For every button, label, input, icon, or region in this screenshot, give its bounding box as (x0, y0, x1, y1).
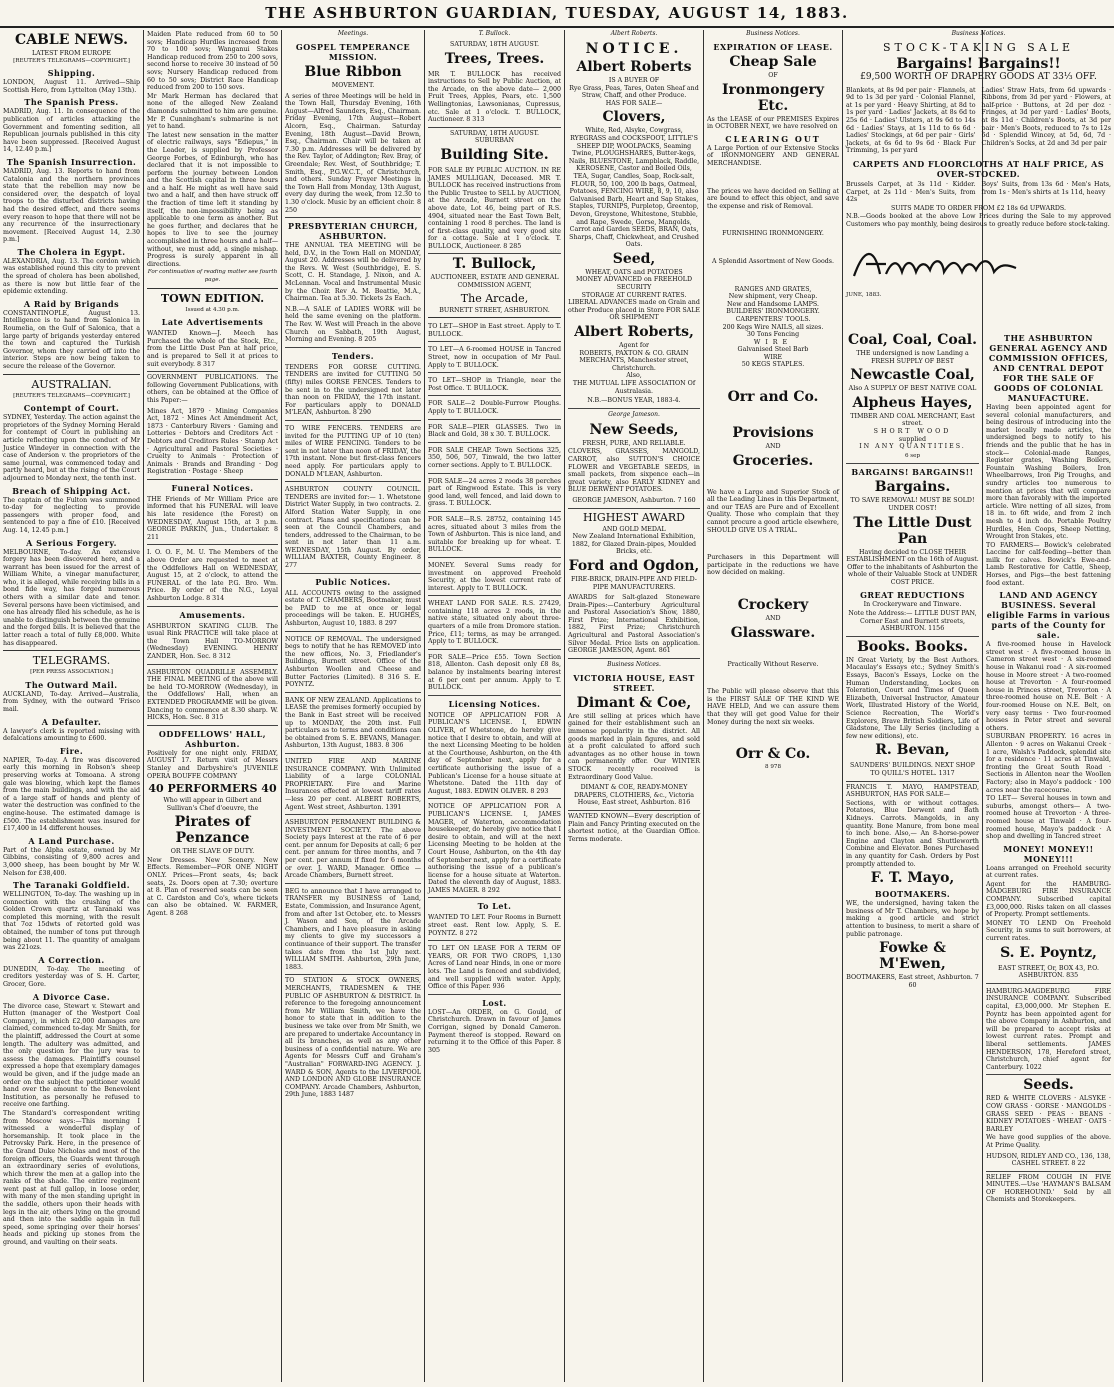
masthead-title: THE ASHBURTON GUARDIAN, TUESDAY, AUGUST 14, 1883. (265, 4, 849, 22)
cheap-sale-ad: FOR SALE CHEAP. Town Sections 325, 350, 506, 507, Tinwald, the two latter corner sections. Apply to T. BULLOCK. (428, 445, 561, 474)
also-label: Also, (626, 372, 642, 380)
books-title: Books. Books. (857, 638, 968, 655)
carpets-head: CARPETS AND FLOORCLOTHS AT HALF PRICE, AS OVER-STOCKED. (852, 158, 1105, 179)
storage: STORAGE AT CURRENT RATES. (581, 291, 687, 299)
seeds-list: RED & WHITE CLOVERS · ALSYKE · COW GRASS · GORSE · MANGOLDS · GRASS SEED · PEAS · BEANS · KIDNEY POTATOES · WHEAT · OATS · BARLEY (986, 1095, 1111, 1133)
australian-title: AUSTRALIAN. (31, 377, 112, 391)
let-shop2-ad: TO LET—SHOP in Triangle, near the Post Office. T. BULLOCK. (428, 375, 561, 396)
divorce-head: A Divorce Case. (32, 991, 111, 1002)
gorse-tender: TENDERS FOR GORSE CUTTING. TENDERS are invited for CUTTING 50 (fifty) miles GORSE FENCES. Tenders to be sent in to the undersigned not later than noon on FRIDAY, the 17th instant. For particulars apply to DONALD M'LEAN, Ashburton. 8 290 (285, 362, 421, 421)
dimant-title: Dimant & Coe, (576, 694, 692, 711)
carpet-list-left: Brussels Carpet, at 3s 11d · Kidder. Carpet, at 2s 11d · Men's Suits, from 42s (846, 180, 976, 204)
lost-ad: LOST—An ORDER, on G. Gould, of Christchurch. Drawn in favour of James Corrigan, signed by Donald Cameron. Payment thereof is stopped. Reward on returning it to the Office of this Paper. 8 305 (428, 1008, 561, 1054)
jameson-sig: GEORGE JAMESON, Ashburton. 7 160 (568, 495, 700, 509)
loans-text: Loans arranged on Freehold security at current rates. (986, 864, 1111, 880)
spain-head: The Spanish Press. (24, 97, 119, 108)
suits-label: SUITS MADE TO ORDER FROM £2 18s 6d UPWARDS. (890, 204, 1067, 212)
insurance-notice: UNITED FIRE AND MARINE INSURANCE COMPANY. With Unlimited Liability of a large COLONIAL PROPRIETARY. Fire and Marine Insurances effected at lowest tariff rates—less 20 per cent. ALBERT ROBERTS, Agent. West street, Ashburton. 1391 (285, 756, 421, 815)
money-lend-text: MONEY TO LEND On Freehold Security, in sums to suit borrowers, at current rates. (986, 919, 1111, 943)
reductions-head: GREAT REDUCTIONS (860, 589, 965, 600)
oddfellows-notice: I. O. O. F., M. U. The Members of the above Order are requested to meet at the Oddfellows Hall on WEDNESDAY, August 15, at 2 o'clock, to attend the FUNERAL of the late P.G. Bro. Wm. Price. By order of the N.G., Loyal Ashburton Lodge. 8 314 (147, 547, 278, 606)
let-house-ad: TO LET—A 6-roomed HOUSE in Tancred Street, now in occupation of Mr Paul. Apply to T. BULLOCK. (428, 344, 561, 373)
liberal-advances: LIBERAL ADVANCES made on Grain and other Produce placed in Store FOR SALE OR SHIPMENT (568, 299, 700, 322)
sale-date-2: SATURDAY, 18TH AUGUST. (450, 129, 539, 137)
council-tender: ASHBURTON COUNTY COUNCIL. TENDERS are invited for:— 1. Whetstone District Water Supply, in two contracts. 2. Alford Station Water Supply, in one contract. Plans and specifications can be seen at the Council Chambers, and tenders, addressed to the Chairman, to be sent in not later than 11 a.m. WEDNESDAY, 15th August. By order, WILLIAM BAXTER, County Engineer. 8 277 (285, 484, 421, 574)
lease-ad: TO LET ON LEASE FOR A TERM OF YEARS, OR FOR TWO CROPS, 1,130 Acres of Land near Hinds, in one or more lots. The Land is fenced and subdivided, and well supplied with water. Apply, Office of this Paper. 936 (428, 943, 561, 995)
presbyterian-head: PRESBYTERIAN CHURCH, ASHBURTON. (288, 221, 418, 242)
wanted-ad: WANTED Known—J. Meech has Purchased the whole of the Stock, Etc., from the Little Dust Pan at half price, and is prepared to Sell it at prices to suit everybody. 8 317 (147, 328, 278, 372)
plough-sale-ad: FOR SALE—2 Double-Furrow Ploughs. Apply to T. BULLOCK. (428, 398, 561, 419)
column-header-2: George Jameson. (608, 410, 660, 418)
public-notices-head: Public Notices. (315, 576, 391, 587)
cable-news-title: CABLE NEWS. (15, 32, 128, 48)
cholera-text: ALEXANDRIA, Aug. 13. The cordon which was established round this city to prevent the spread of cholera has been abolished, as there is now but little fear of the epidemic extending. (3, 257, 140, 296)
colonial-head: THE ASHBURTON GENERAL AGENCY AND COMMISSION OFFICES, AND CENTRAL DEPOT FOR THE SALE OF GOODS OF COLONIAL MANUFACTURE. (988, 333, 1109, 403)
land-head: A Land Purchase. (28, 835, 115, 846)
column-header: Business Notices. (951, 30, 1006, 37)
albert-roberts-title: Albert Roberts (576, 59, 692, 75)
govt-pub-ad: GOVERNMENT PUBLICATIONS. The following Government Publications, with others, can be obtained at the Office of this Paper:— (147, 374, 278, 404)
burnett-street: BURNETT STREET, ASHBURTON. (439, 306, 550, 314)
printing-ad: WANTED KNOWN—Every description of Plain and Fancy Printing executed on the shortest notice, at the Guardian Office. Terms moderate. (568, 812, 700, 843)
column-header: T. Bullock. (478, 30, 511, 37)
seeds-title: Seeds. (1023, 1077, 1074, 1094)
saunders-label: SAUNDERS' BUILDINGS. NEXT SHOP TO QUILL'S HOTEL. 1317 (846, 760, 979, 781)
column-4 (425, 30, 564, 1380)
clearing-text: A Large Portion of our Extensive Stocks of IRONMONGERY AND GENERAL MERCHANDISE. (707, 144, 839, 167)
tools-label: CARPENTERS' TOOLS. (735, 315, 811, 323)
pier-sale-ad: FOR SALE—PIER GLASSES. Two in Black and Gold, 38 x 30. T. BULLOCK. (428, 422, 561, 443)
divider (147, 288, 278, 289)
divider (3, 650, 140, 651)
electric-text: The latest new sensation in the matter of electric railways, says "Ediepus," in the Leader, is supplied by Professor George Forbes, of Edinburgh, who has declared that it is not impossible to perform the journey between London and the Scottish capital in three hours and a half. He might as well have said two and a half, and then have struck off the fraction of time left it standing by itself, the non-impossibility being as applicable to one term as another. But he goes further, and declares that he hopes to live to see the journey accomplished in three hours and a half—without, we must add, a single mishap. Progress is surely apparent in all directions. (147, 131, 278, 268)
seeds-note: We have good supplies of the above. At Prime Quality. (986, 1134, 1111, 1149)
land-agency-head: LAND AND AGENCY BUSINESS. Several eligible Farms in various parts of the County for sale. (986, 590, 1111, 641)
colonial-text: Having been appointed agent for several colonial manufacturers, and being desirous of introducing into the market locally made articles, the undersigned begs to notify to his friends and the public that he has in stock— Colonial-made Ranges, Register grates, Washing Boilers, Fountain Washing Boilers, Iron Wheelbarrows, Iron Pig Troughs, and sundry articles too numerous to mention at prices that will compare more than favorably with the imported article. Wire netting of all sizes, from 18 in. to 6ft wide, and from 2 inch mesh to 4 inch do. Portable Poultry Hurdles, Hen Coops, Sheep Netting, Wrought Iron Stakes, etc. (986, 404, 1111, 541)
highest-award: HIGHEST AWARD (582, 510, 686, 524)
quantities-label: IN ANY QUANTITIES. (859, 443, 966, 451)
australian-credit: [REUTER'S TELEGRAMS—COPYRIGHT.] (13, 392, 130, 399)
groceries-text: We have a Large and Superior Stock of all the Leading Lines in this Department, and our TEAS are Pure and of Excellent Quality. Those who complain that they cannot procure a good article elsewhere, SHOULD GIVE US A TRIAL. (707, 488, 839, 534)
farmers-text: TO FARMERS— Bowick's celebrated Laccine for calf-feeding—better than milk for calves. Bowick's Ewe-and-Lamb Restorative for Cattle, Sheep, Horses, and Pigs—the best fattening food extant. (986, 541, 1111, 587)
telegrams-credit: [PER PRESS ASSOCIATION.] (30, 669, 113, 676)
barb-label: Galvanised Steel Barb (737, 346, 809, 354)
bargains-title: Bargains! Bargains!! (896, 56, 1061, 72)
hall-title: ODDFELLOWS' HALL, Ashburton. (158, 728, 267, 749)
bonus-year: N.B.—BONUS YEAR, 1883-4. (568, 395, 700, 409)
expiration-head: EXPIRATION OF LEASE. (713, 42, 833, 52)
builders-label: BUILDERS' IRONMONGERY. (726, 308, 820, 316)
dimant-sig: DIMANT & COE, READY-MONEY DRAPERS, CLOTHIERS, &c., Victoria House, East street, Ashburton. 816 (568, 782, 700, 811)
hamburg2-text: HAMBURG-MAGDEBURG FIRE INSURANCE COMPANY. Subscribed capital, £3,000,000. Mr Stephen E. Poyntz has been appointed agent for the above Company in Ashburton, and will be prepared to accept risks at lowest current rates. Prompt and liberal settlements. JAMES HENDERSON, 178, Hereford street, Christchurch, chief agent for Canterbury. 1022 (986, 986, 1111, 1076)
skating-ad: ASHBURTON SKATING CLUB. The usual Rink PRACTICE will take place at the Town Hall TO-MORROW (Wednesday) EVENING. HENRY ZANDER, Hon. Sec. 8 312 (147, 621, 278, 665)
defaulter-text: A lawyer's clerk is reported missing with defalcations amounting to £600. (3, 727, 140, 743)
removal-notice: NOTICE OF REMOVAL. The undersigned begs to notify that he has REMOVED into the new offices, No. 3, Friedlander's Buildings, Burnett street. Office of the Ashburton Woollen and Cheese and Butter Factories (Limited). 8 316 S. E. POYNTZ. (285, 634, 421, 693)
stock-owners-notice: TO STATION & STOCK OWNERS, MERCHANTS, TRADESMEN & THE PUBLIC OF ASHBURTON & DISTRICT. In reference to the foregoing announcement from Mr William Smith, we have the honor to state that in addition to the business we take over from Mr Smith, we are prepared to undertake Accountancy in all its branches, as well as any other business of a confidential nature. We are Agents for Messrs Cuff and Graham's "Australian" FORWARD-ING AGENCY. J. WARD & SON, Agents to the LIVERPOOL AND LONDON AND GLOBE INSURANCE COMPANY. Arcade Chambers, Ashburton, 29th June, 1883 1487 (285, 977, 421, 1099)
shipping-text: LONDON, August 11. Arrived—Ship Scottish Hero, from Lyttelton (May 13th). (3, 79, 140, 94)
telegrams-title: TELEGRAMS. (32, 654, 111, 668)
supplied-label: supplied (898, 435, 927, 443)
forgery-head: A Serious Forgery. (26, 537, 117, 548)
june-label: JUNE, 1883. (846, 292, 882, 299)
licensing-head: Licensing Notices. (448, 698, 541, 709)
transfer-notice: BEG to announce that I have arranged to TRANSFER my BUSINESS of Land, Estate, Commission, and Insurance Agent, from and after 1st October, etc. to Messrs J. Wason and Son, of the Arcade Chambers, and I have pleasure in asking my clients to give my successors a continuance of their support. The transfer takes date from the 1st July next. WILLIAM SMITH. Ashburton, 29th June, 1883. (285, 886, 421, 976)
nb-text: N.B.—Goods booked at the above Low Prices during the Sale to my approved Customers who pay monthly, being desirous to greatly reduce before stock-taking. (846, 213, 1111, 228)
gospel-head: GOSPEL TEMPERANCE MISSION. (295, 42, 411, 62)
goldfield-head: The Taranaki Goldfield. (12, 880, 131, 891)
column-3 (282, 30, 424, 1380)
dust-pan-address: Note the Address:— LITTLE DUST PAN, Corner East and Burnett streets, ASHBURTON. 1156 (846, 608, 979, 637)
auctioneer-label: AUCTIONEER, ESTATE AND GENERAL COMMISSION AGENT, (430, 274, 559, 290)
breach-head: Breach of Shipping Act. (12, 485, 131, 496)
albert-roberts-2: Albert Roberts, (574, 324, 694, 341)
let-shop-ad: TO LET—SHOP in East street. Apply to T. BULLOCK. (428, 321, 561, 342)
gold-medal: AND GOLD MEDAL (602, 525, 666, 533)
carpet-lists (846, 180, 1111, 205)
land-text: Part of the Alpha estate, owned by Mr Gibbins, consisting of 9,800 acres and 3,000 sheep, has been bought by Mr W. Nelson for £38,400. (3, 846, 140, 877)
fire-text: NAPIER, To-day. A fire was discovered early this morning in Robson's sheep preserving works at Tomoana. A strong gale was blowing, which kept the flames from the main buildings, and with the aid of a large staff of hands and plenty of water the destruction was confined to the engine-house. The estimated damage is £500. The establishment was insured for £17,400 in 14 different houses. (3, 756, 140, 833)
mayo-text: Sections, with or without cottages. Potatoes, Blue Derwent and Bath Kidneys. Carrots. Mangolds, in any quantity. Bone Manure, from bone meal to inch bone. Also,— An 8-horse-power Engine and Clayton and Shuttleworth Combine and Elevator. Bones Purchased in any quantity for Cash. Orders by Post promptly attended to. (846, 799, 979, 868)
insurrection-head: The Spanish Insurrection. (6, 156, 137, 167)
glassware-title: Glassware. (730, 624, 816, 641)
divider (428, 317, 561, 318)
final-sale-ad: FOR SALE—Price £55. Town Section 818, Allenton. Cash deposit only £8 8s, balance by instalments bearing interest at 6 per cent per annum. Apply to T. BULLOCK. (428, 652, 561, 696)
mail-head: The Outward Mail. (25, 679, 118, 690)
coal-title: Coal, Coal, Coal. (848, 332, 977, 348)
clearing-out: CLEARING OUT (725, 133, 821, 144)
cheap-sale-title: Cheap Sale (729, 54, 817, 70)
continuation-note: For continuation of reading matter see fourth page. (147, 269, 278, 283)
bargains-head: BARGAINS! BARGAINS!! (851, 467, 974, 478)
court-head: Contempt of Court. (23, 403, 120, 414)
dust-pan-title: The Little Dust Pan (853, 514, 972, 547)
orr-title: Orr and Co. (727, 389, 819, 406)
bank-notice: BANK OF NEW ZEALAND. Applications to LEASE the premises formerly occupied by the Bank in East street will be received up to MONDAY, the 20th inst. Full particulars as to terms and conditions can be obtained from S. E. BEVANS, Manager. Ashburton, 13th August, 1883. 8 306 (285, 695, 421, 754)
presbyterian-text: THE ANNUAL TEA MEETING will be held, D.V., in the Town Hall on MONDAY, August 20. Addresses will be delivered by the Revs. W. West (Southbridge), E. S. Scott, C. H. Standage, J. Nixon, and A. McLennan. Vocal and Instrumental Music by the Choir. Rev A. M. Beattie, M.A., Chairman. Tea at 5.30. Tickets 2s Each. (285, 242, 421, 303)
mail-text: AUCKLAND, To-day. Arrived—Australia, from Sydney, with the outward 'Frisco mail. (3, 690, 140, 713)
wire-label-2: WIRE (763, 353, 783, 361)
license-notice-1: NOTICE OF APPLICATION FOR A PUBLICAN'S LICENSE. I, EDWIN OLIVER, of Whetstone, do hereby give notice that I desire to obtain, and will at the next Licensing Meeting to be holden at the Courthouse, Ashburton, on the 4th day of September next, apply for a certificate authorising the issue of a Publican's License for a house situate at Whetstone. Dated the 11th day of August, 1883. EDWIN OLIVER. 8 293 (428, 710, 561, 800)
bootmakers-address: BOOTMAKERS, East street, Ashburton. 7 60 (846, 974, 979, 989)
quadrille-ad: ASHBURTON QUADRILLE ASSEMBLY. THE FINAL MEETING of the above will be held TO-MORROW (Wednesday), in the Oddfellows' Hall, when an EXTENDED PROGRAMME will be given. Dancing to commence at 8.30 sharp. W. HICKS, Hon. Sec. 8 315 (147, 667, 278, 726)
license-notice-2: NOTICE OF APPLICATION FOR A PUBLICAN'S LICENSE. I, JAMES MAGER, of Waterton, accommodation housekeeper, do hereby give notice that I desire to obtain, and will at the next Licensing Meeting to be holden at the Court House, Ashburton, on the 4th day of September next, apply for a certificate authorising the issue of a publican's license for a house situate at Waterton. Dated the eleventh day of August, 1883. JAMES MAGER. 8 292 (428, 801, 561, 898)
rs-sale-ad: FOR SALE—R.S. 28752, containing 145 acres, situated about 3 miles from the Town of Ashburton. This is nice land, and suitable for breaking up for wheat. T. BULLOCK. (428, 514, 561, 558)
movement-label: MOVEMENT. (331, 82, 375, 89)
furnishing-label: FURNISHING IRONMONGERY. (722, 230, 824, 238)
court-text: SYDNEY, Yesterday. The action against the proprietors of the Sydney Morning Herald for contempt of Court in publishing an article reflecting upon the conduct of Mr Justice Windeyer in connection with the case of Anderson v. the proprietors of the same journal, was commenced today and partly heard, but at the rising of the Court adjourned to Monday next, the tenth inst. (3, 414, 140, 482)
racing-text: Maiden Plate reduced from 60 to 50 sovs; Handicap Hurdles increased from 70 to 100 sovs; Wanganui Stakes Handicap reduced from 250 to 200 sovs, second horse to receive 30 instead of 50 sovs; Nursery Handicap reduced from 60 to 50 sovs; District Race Handicap reduced from 200 to 150 sovs. (147, 31, 278, 92)
removal-label: TO SAVE REMOVAL! MUST BE SOLD! UNDER COST! (850, 497, 975, 512)
agents-list: ROBERTS, PAXTON & CO. GRAIN MERCHANTS, Manchester street, Christchurch. (579, 349, 689, 372)
edition-time: Issued at 4.30 p.m. (185, 306, 240, 313)
ford-sub: FIRE-BRICK, DRAIN-PIPE AND FIELD-PIPE MANUFACTURERS. (571, 575, 697, 591)
native-coal: Also A SUPPLY OF BEST NATIVE COAL (848, 385, 977, 393)
column-7 (843, 330, 982, 1380)
cable-credit: [REUTER'S TELEGRAMS—COPYRIGHT.] (13, 57, 130, 64)
column-6 (704, 30, 842, 1380)
spain-text: MADRID, Aug. 11. In consequence of the publication of articles attacking the Government and fomenting sedition, all Republican journals published in this city have been suppressed. [Received August 14, 12.40 p.m.] (3, 108, 140, 154)
column-header: Meetings. (337, 30, 369, 37)
money-advanced: MONEY ADVANCED on FREEHOLD SECURITY (575, 276, 693, 292)
bargains-sub: Bargains. (874, 479, 951, 496)
orr-co-title: Orr & Co. (735, 746, 811, 763)
herman-text: Mr Mark Herman has declared that none of the alleged New Zealand diamonds submitted to him are genuine. Mr P. Cunningham's submarine is not yet to hand. (147, 92, 278, 131)
sale-date: SATURDAY, 18TH AUGUST. (450, 41, 539, 48)
ford-ogdon-title: Ford and Ogdon, (568, 557, 700, 574)
cholera-head: The Cholera in Egypt. (17, 246, 126, 257)
prices-text: The prices we have decided on Selling at are bound to effect this object, and save the expense and risk of Removal. (707, 187, 839, 210)
suburban-label: SUBURBAN (475, 137, 514, 145)
town-edition-title: TOWN EDITION. (160, 291, 265, 305)
accounts-notice: ALL ACCOUNTS owing to the assigned estate of T. CHAMBERS, Bootmaker, must be PAID to me at once or legal proceedings will be taken. E. HUGHES, Ashburton, August 10, 1883. 8 297 (285, 588, 421, 632)
bootmakers-text: WE, the undersigned, having taken the business of Mr T. Chambers, we hope by making a good article and strict attention to business, to merit a share of public patronage. (846, 900, 979, 938)
insurrection-text: MADRID, Aug. 13. Reports to hand from Catalonia and the northern provinces state that the rebellion may now be considered over, the despatch of loyal troops to the disturbed districts having had the desired effect, and there seems every reason to hope that there will not be any recurrence of the insurrectionary movement. [Received August 14, 2.30 p.m.] (3, 167, 140, 244)
column-header: Albert Roberts. (610, 30, 658, 37)
fire-head: Fire. (59, 745, 84, 756)
column-header-3: Business Notices. (607, 660, 661, 668)
ranges-label: RANGES AND GRATES, (734, 285, 812, 293)
of-label: OF (768, 72, 778, 79)
standard-text: The Standard's correspondent writing from Moscow says:—This morning I witnessed a wonderful display of horsemanship. It took place in the Petrovsky Park. Here, in the presence of the Grand Duke Nicholas and most of the foreign officers, the Guards went through an extraordinary series of evolutions, which threw the men at a gallop into the ranks of the shade. The entire regiment went past at full gallop, in loose order, with many of the men standing upright in the saddle, others upon their heads with legs in the air, others lying on the ground and then into the saddle again in full speed, some springing over their horses' heads and picking up stones from the ground, and vaulting on their seats. (3, 1109, 140, 1247)
crockery-label: In Crockeryware and Tinware. (863, 600, 962, 608)
newcastle-title: Newcastle Coal, (850, 367, 975, 384)
to-let-list: TO LET— Several houses in town and suburbs, amongst others— A two-roomed house at Trevorton · A three-roomed house at Tinwald · A four-roomed house, Mayo's paddock · A shop and dwelling in Tancred street (986, 795, 1111, 841)
sale-text: N.B.—A SALE of LADIES WORK will be held the same evening on the platform. The Rev. W. West will Preach in the above Church on Sabbath, 19th August, Morning and Evening. 8 205 (285, 304, 421, 348)
crockery-title: Crockery (737, 597, 809, 613)
tenders-head: Tenders. (331, 350, 375, 361)
goldfield-text: WELLINGTON, To-day. The washing up in connection with the crushing of the Golden Crown quartz at Taranaki was completed this morning, with the result that 7oz 15dwts of retorted gold was obtained, the number of tons put through being about 11. The quantity of amalgam was 221ozs. (3, 891, 140, 952)
price-list-right: Ladies' Straw Hats, from 6d upwards · Ribbons, from 3d per yard · Flowers, at half-price · Buttons, at 2d per doz · Fringes, at 3d per yard · Ladies' Boots, at 8s 11d · Children's Boots, at 3d per pair · Men's Boots, reduced to 7s to 12s 6d · Splendid Wincey, at 5d, 6d, 7d · Children's Socks, at 2d and 3d per pair (981, 86, 1111, 147)
funeral-ad: THE Friends of Mr William Price are informed that his FUNERAL will leave his late residence (the Forest) on WEDNESDAY, August 15th, at 3 p.m. GEORGE PARKIN, Jun., Undertaker. 8 211 (147, 494, 278, 546)
buy-list: Rye Grass, Peas, Tares, Oaten Sheaf and Straw, Chaff, and other Produce. (569, 84, 699, 100)
price-lists (846, 86, 1111, 156)
victoria-house: VICTORIA HOUSE, EAST STREET. (573, 672, 695, 693)
ad-number: 8 978 (764, 764, 781, 771)
bootmakers-head: BOOTMAKERS. (874, 889, 951, 900)
groceries-title: Groceries. (732, 452, 814, 469)
amount-label: £9,500 WORTH OF DRAPERY GOODS AT 33⅓ OFF. (860, 72, 1097, 82)
practically-label: Practically Without Reserve. (727, 660, 819, 668)
and-label-2: AND (765, 615, 781, 622)
to-let-head: To Let. (477, 901, 512, 912)
cable-subtitle: LATEST FROM EUROPE (31, 50, 112, 57)
hamburg-text: Agent for the HAMBURG-MADGEBURG FIRE INSURANCE COMPANY. Subscribed capital £3,000,000. Risks taken on all classes of Property. Prompt settlements. (986, 880, 1111, 919)
acres-sale-ad: FOR SALE—24 acres 2 roods 38 perches part of Ringwood Estate. This is very good land, well fenced, and laid down to grass. T. BULLOCK. (428, 476, 561, 512)
shipping-head: Shipping. (47, 68, 96, 79)
trees-text: MR T. BULLOCK has received instructions to Sell by Public Auction, at the Arcade, on the above date— 2,000 Fruit Trees, Apples, Pears, etc. 1,500 Wellingtonias, Lawsonianas, Cupressus, etc. Sale at 1 o'clock. T. BULLOCK, Auctioneer. 8 313 (428, 69, 561, 128)
purchasers-text: Purchasers in this Department will participate in the reductions we have now decided on making. (707, 554, 839, 577)
hudson-sig: HUDSON, RIDLEY AND CO., 136, 138, CASHEL STREET. 8 22 (986, 1151, 1111, 1172)
lost-head: Lost. (482, 997, 507, 1008)
nails-label: 200 Kegs Wire NAILS, all sizes. (722, 323, 824, 331)
wanted-let-ad: WANTED TO LET. Four Rooms in Burnett street east. Rent low. Apply, S. E. POYNTZ. 8 272 (428, 912, 561, 941)
fresh-label: FRESH, PURE, AND RELIABLE. (582, 439, 686, 447)
defaulter-head: A Defaulter. (41, 716, 102, 727)
brigands-head: A Raid by Brigands (23, 298, 120, 309)
new-seeds-title: New Seeds, (589, 421, 679, 438)
poyntz-address: EAST STREET, Or, BOX 43, P.O. ASHBURTON. 835 (986, 963, 1111, 984)
pirates-title: Pirates of Penzance (174, 814, 251, 847)
blue-ribbon-text: A series of three Meetings will be held in the Town Hall, Thursday Evening, 16th August—Alfred Saunders, Esq., Chairman. Friday Evening, 17th August—Robert Alcorn, Esq., Chairman. Saturday Evening, 18th August—David Brown, Esq., Chairman. Chair will be taken at 7.30 p.m. Addresses will be delivered by the Rev. Taylor, of Addington; Rev. Bray, of Greendale; Rev. West, of Southbridge; T. Smith, Esq., P.G.W.C.T., of Christchurch, and others. Sunday Prayer Meetings in the Town Hall from Monday, 13th August, every day during the week, from 12.30 to 1.30 o'clock. Music by an efficient choir. 8 250 (285, 91, 421, 219)
pirates-text: New Dresses. New Scenery. New Effects. Remember—FOR ONE NIGHT ONLY. Prices—Front seats, 4s; back seats, 2s. Doors open at 7.30; overture at 8. Plan of reserved seats can be seen at C. Cardston and Co's, where tickets can also be obtained. W. FARMER, Agent. 8 268 (147, 856, 278, 918)
publication-list: Mines Act, 1879 · Mining Companies Act, 1872 · Mines Act Amendment Act, 1873 · Canterbury Rivers · Gaming and Lotteries · Debtors and Creditors Act · Debtors and Creditors Rules · Stamp Act · Agricultural and Pastoral Societies · Cruelty to Animals · Protection of Animals · Brands and Branding · Dog Registration · Postage · Sheep (147, 406, 278, 480)
clover-list: White, Red, Alsyke, Cowgrass, RYEGRASS and COCKSFOOT, LITTLE'S SHEEP DIP, WOOLPACKS, Seaming Twine, PLOUGHSHARES, Butter-kegs, Nails, BLUESTONE, Lampblack, Raddle, KEROSENE, Castor and Boiled Oils, TEA, Sugar, Candles, Soap, Rock-salt, FLOUR, 50, 100, 200 lb bags, Oatmeal, Potatoes, FENCING WIRE, 8, 9, 10, also Galvanised Barb, Heart and Sap Stakes, Staples, TURNIPS, Purpletop, Greentop, Devon, Greystone, Whitestone, Stubble, and Rape, Swede, Gorse, Mangolds, Carrot and Garden SEEDS, BRAN, Oats, Sharps, Chaff, Chickwheat, and Crushed Oats. (568, 127, 700, 249)
bevan-title: R. Bevan, (875, 742, 950, 759)
wheat-land-ad: WHEAT LAND FOR SALE. R.S. 27429, containing 118 acres 2 roods, in the native state, situated only about three-quarters of a mile from Dromore station. Price, £11; terms, as may be arranged. Apply to T. BULLOCK. (428, 598, 561, 650)
dimant-text: Are still selling at prices which have gained for their establishment such an immense popularity in the district. All goods marked in plain figures, and sold at a profit calculated to afford such advantages as no other house in town can permanently offer. Our WINTER STOCK recently received is Extraordinary Good Value. (568, 712, 700, 781)
column-8 (983, 330, 1114, 1380)
brigands-text: CONSTANTINOPLE, August 13. Intelligence is to hand from Salonica in Roumelia, on the Gulf of Salonica, that a large party of brigands yesterday entered the town and captured the Turkish Governor, whom they carried off into the interior. Steps are now being taken to secure the release of the Governor. (3, 309, 140, 370)
books-text: IN Great Variety, by the Best Authors. Macaulay's Essays etc.; Sydney Smith's Essays, Bacon's Essays, Locke on the Human Understanding, Lockes on Toleration, Court and Times of Queen Elizabeth, Universal Instructor, Amateur Work, Illustrated History of the World, Science Recreation, The World's Explorers, Brave British Soldiers, Life of Gladstone, The Lily Series (including a few new editions), etc. (846, 656, 979, 740)
performers-count: 40 PERFORMERS 40 (148, 782, 277, 796)
dust-pan-text: Having decided to CLOSE THEIR ESTABLISHMENT on the 16th of August. Offer to the inhabitants of Ashburton the whole of their Valuable Stock at UNDER COST PRICE. (846, 548, 979, 586)
carpet-list-right: Boys' Suits, from 13s 6d · Men's Hats, from 1s · Men's shirts at 1s 11d, heavy (981, 180, 1111, 196)
masthead (0, 0, 1114, 28)
price-list-left: Blankets, at 8s 9d per pair · Flannels, at 9d to 1s 3d per yard · Colonial Flannel, at 1s per yard · Heavy Shirting, at 8d to 1s per yard · Ladies' Jackets, at 8s 6d to 25s 6d · Ladies' Ulsters, at 9s 6d to 14s 6d · Ladies' Stays, at 1s 11d to 6s 6d · Ladies' Stockings, at 6d per pair · Girls' Jackets, at 6s 6d to 9s 6d · Black Fur Trimming, 1s per yard (846, 86, 976, 155)
building-site-title: Building Site. (440, 146, 549, 163)
lease-text: As the LEASE of our PREMISES Expires in OCTOBER NEXT, we have resolved on (707, 115, 839, 131)
divider (3, 374, 140, 375)
andrew-orr-signature (846, 238, 1026, 286)
lamps-label: New and Handsome LAMPS. (726, 300, 820, 308)
agent-for: Agent for (618, 342, 650, 350)
hall-text: Positively for one night only. FRIDAY, AUGUST 17. Return visit of Messrs Stanley and Darbyshire's JUVENILE OPERA BOUFFE COMPANY (147, 749, 278, 780)
money-ad: MONEY. Several Sums ready for investment on approved Freehold Security, at the lowest current rate of interest. Apply to T. BULLOCK. (428, 560, 561, 596)
correction-head: A Correction. (38, 954, 105, 965)
provisions-title: Provisions (732, 425, 814, 442)
buyer-label: IS A BUYER OF (608, 77, 660, 84)
forgery-text: MELBOURNE, To-day. An extensive forgery has been discovered here, and a warrant has been issued for the arrest of William White, a vinegar manufacturer, who, it is alleged, while receiving bills in a bond fide way, has forged numerous others with a similar date and tenor. Several persons have been victimised, and one has already filed his schedule, as he is unable to distinguish between the genuine and the forged bills. It is believed that the latter reach a total of fully £8,000. White has disappeared. (3, 548, 140, 647)
column-7-top (843, 30, 1114, 330)
suburban-property: SUBURBAN PROPERTY. 16 acres in Allenton · 9 acres on Wakanui Creek · 1 acre, Walsh's Paddock, splendid site for a residence · 11 acres at Tinwald, fronting the Great South Road · Sections in Allenton near the Woollen Factory; also in Mayo's paddock · 100 acres near the racecourse. (986, 733, 1111, 794)
building-site-text: FOR SALE BY PUBLIC AUCTION. IN RE JAMES MULLIGAN, Deceased. MR T. BULLOCK has received instructions from the Public Trustee to SELL by AUCTION, at the Arcade, Burnett street on the above date, Lot 46, being part of R.S. 4904, situated near the East Town Belt, containing 1 rood 8 perches. The land is of first-class quality, and very good site for a cottage. Sale at 1 o'clock. T. BULLOCK, Auctioneer. 8 285 (428, 165, 561, 255)
ad-number: 6 sep (846, 451, 979, 465)
money-head: MONEY! MONEY!! MONEY!!! (1003, 843, 1094, 864)
divorce-text: The divorce case, Stewart v. Stewart and Hutton (manager of the Westport Coal Company), in which £2,000 damages are claimed, commenced to-day. Mr Smith, for the plaintiff, addressed the Court at some length. The adultery was admitted, and the only question for the jury was to assess the damages. Plaintiff's counsel expressed a hope that exemplary damages would be given, and if the judge made an order on the subject the petitioner would hand over the amount to the Benevolent Institution, as personally he refused to receive one farthing. (3, 1002, 140, 1109)
for-sale-list: A five-roomed house in Havelock street west · A five-roomed house in Cameron street west · A six-roomed house in Wakanui road · A six-roomed house in Moore street · A two-roomed house at Trevorton · A four-roomed house in Princes street, Trevorton · A three-roomed house on N.E. Belt · A four-roomed House on N.E. Belt, on very easy terms · Two four-roomed houses in Peter street and several others. (986, 641, 1111, 732)
coal-text: THE undersigned is now Landing a FRESH SUPPLY OF BEST (856, 350, 969, 365)
seed-list: CLOVERS, GRASSES, MANGOLD, CARROT, also SUTTON'S CHOICE FLOWER and VEGETABLE SEEDS, in small packets, from sixpence each—in great variety, also EARLY KIDNEY and BLUE DERWENT POTATOES. (568, 448, 700, 494)
public-text: The Public will please observe that this is the FIRST SALE OF THE KIND WE HAVE HELD, And we can assure them that they will get good Value for their Money during the next six weeks. (707, 688, 839, 726)
hayes-title: Alpheus Hayes, (852, 394, 973, 411)
fencing-label: 30 Tons Fencing (746, 331, 800, 339)
has-for-sale: HAS FOR SALE— (605, 99, 663, 107)
seed-sub: WHEAT, OATS and POTATOES (585, 268, 683, 276)
poyntz-title: S. E. Poyntz, (1000, 944, 1097, 961)
column-5 (565, 30, 703, 1380)
clovers-title: Clovers, (602, 109, 666, 126)
performers-text: Who will appear in Gilbert and Sullivan's Chef d'oeuvre, the (163, 797, 262, 812)
pirates-sub: OR THE SLAVE OF DUTY. (170, 848, 255, 856)
blue-ribbon-title: Blue Ribbon (304, 64, 402, 80)
arcade-title: The Arcade, (460, 291, 529, 305)
column-2 (144, 30, 281, 1380)
mayo-title: F. T. Mayo, (870, 870, 955, 887)
mutual-life: THE MUTUAL LIFE ASSOCIATION Of Australasia. (572, 380, 696, 395)
relief-ad: RELIEF FROM COUGH IN FIVE MINUTES.—Use 'HAYMAN'S BALSAM OF HOREHOUND.' Sold by all Chemists and Storekeepers. (986, 1173, 1111, 1204)
correction-text: DUNEDIN, To-day. The meeting of creditors yesterday was of S. H. Carter, Grocer, Gore. (3, 965, 140, 989)
bullock-name: T. Bullock, (452, 256, 537, 273)
fowke-title: Fowke & M'Ewen, (879, 940, 946, 973)
notice-title: NOTICE. (585, 41, 683, 57)
amusements-head: Amusements. (179, 609, 246, 620)
ranges-sub: New shipment, very Cheap. (728, 293, 818, 301)
breach-text: The captain of the Fulton was summoned to-day for neglecting to provide passengers with proper food, and sentenced to pay a fine of £10. [Received Aug. 14, 12.45 p.m.] (3, 496, 140, 534)
stocktaking-title: STOCK-TAKING SALE (882, 41, 1074, 54)
staples-label: 50 KEGS STAPLES. (741, 361, 805, 369)
ford-text: AWARDS for Salt-glazed Stoneware Drain-Pipes:—Canterbury Agricultural and Pastoral Association's Show, 1880, First Prize; International Exhibition, 1882, First Prize; Christchurch Agricultural and Pastoral Association's Silver Medal. Price lists on application. GEORGE JAMESON, Agent. 861 (568, 592, 700, 659)
award-text: New Zealand International Exhibition, 1882, for Glazed Drain-pipes, Moulded Bricks, etc. (571, 533, 697, 556)
wire-tender: TO WIRE FENCERS. TENDERS are invited for the PUTTING UP of 10 (ten) miles of WIRE FENCING. Tenders to be sent in not later than noon of FRIDAY, the 17th instant. None but first-class fencers need apply. For particulars apply to DONALD M'LEAN, Ashburton. (285, 423, 421, 482)
trees-title: Trees, Trees. (444, 50, 545, 67)
wire-label: WIRE (753, 338, 793, 346)
column-header: Business Notices. (746, 30, 800, 37)
assortment-label: A Splendid Assortment of New Goods. (711, 257, 835, 265)
short-wood: SHORT WOOD (873, 427, 952, 435)
building-society-notice: ASHBURTON PERMANENT BUILDING & INVESTMENT SOCIETY. The above Society pays Interest at the rate of 6 per cent. per annum for Deposits at call; 6 per cent. per annum for three months, and 7 per cent. per annum if fixed for 6 months or over. J. WARD, Manager. Office — Arcade Chambers, Burnett street. (285, 817, 421, 884)
and-label: AND (765, 443, 781, 451)
late-ads-head: Late Advertisements (161, 317, 264, 328)
mayo-head: FRANCIS T. MAYO, HAMPSTEAD, ASHBURTON, HAS FOR SALE— (846, 783, 979, 799)
seed-title: Seed, (612, 250, 656, 267)
ironmongery-title: Ironmongery Etc. (722, 81, 824, 114)
column-1 (0, 30, 143, 1380)
timber-label: TIMBER AND COAL MERCHANT, East street. (850, 412, 975, 428)
funeral-head: Funeral Notices. (171, 482, 254, 493)
